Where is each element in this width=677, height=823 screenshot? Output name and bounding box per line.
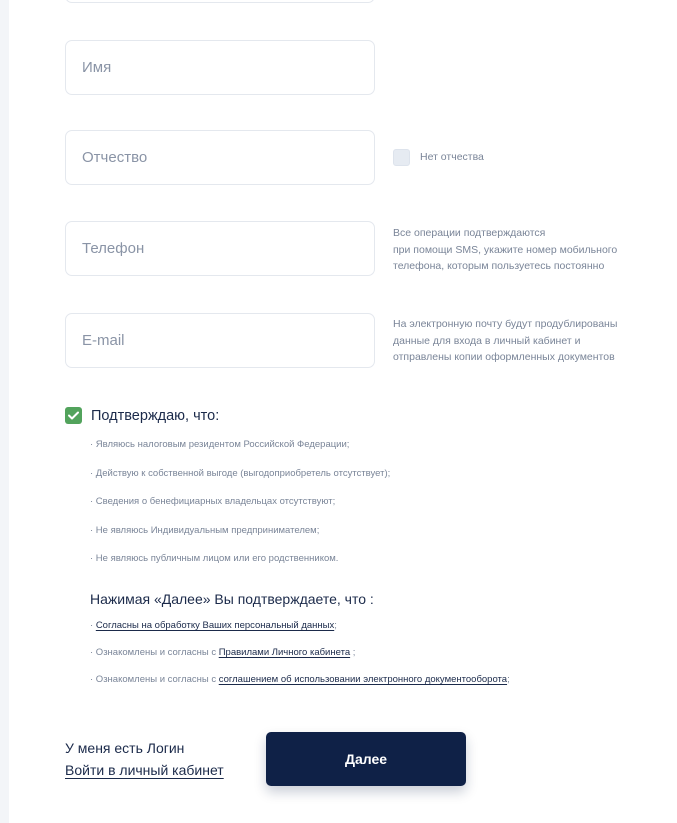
agreement-suffix: ; bbox=[334, 620, 337, 631]
no-middle-name-option[interactable] bbox=[393, 148, 484, 166]
agreement-prefix: · Ознакомлены и согласны с bbox=[90, 674, 219, 685]
list-item: · Сведения о бенефициарных владельцах отсутствуют; bbox=[90, 496, 336, 507]
list-item: · Действую к собственной выгоде (выгодоприобретель отсутствует); bbox=[90, 467, 391, 479]
agreement-list bbox=[90, 617, 510, 698]
previous-field-bottom-edge[interactable] bbox=[65, 0, 375, 3]
next-button[interactable]: Далее bbox=[266, 732, 466, 786]
list-item bbox=[90, 617, 510, 644]
checkmark-icon bbox=[68, 411, 79, 420]
phone-hint-line: при помощи SMS, укажите номер мобильного bbox=[393, 243, 618, 256]
email-hint bbox=[393, 316, 643, 366]
middle-name-input[interactable] bbox=[65, 130, 375, 185]
agreement-title: Нажимая «Далее» Вы подтверждаете, что : bbox=[90, 591, 374, 607]
list-item: · Являюсь налоговым резидентом Российской Федерации; bbox=[90, 439, 350, 450]
edm-agreement-link[interactable]: соглашением об использовании электронного документооборота bbox=[218, 674, 508, 685]
left-edge-shadow bbox=[0, 0, 9, 823]
list-item: · Не являюсь Индивидуальным предпринимателем; bbox=[90, 524, 320, 536]
phone-input[interactable] bbox=[65, 221, 375, 276]
agreement-suffix: ; bbox=[350, 647, 356, 658]
phone-hint-line: Все операции подтверждаются bbox=[393, 227, 546, 239]
phone-hint-line: телефона, которым пользуетесь постоянно bbox=[393, 260, 605, 272]
agreement-prefix: · bbox=[90, 620, 96, 631]
list-item: · Не являюсь публичным лицом или его родственником. bbox=[90, 553, 339, 564]
login-link[interactable]: Войти в личный кабинет bbox=[65, 762, 224, 778]
confirm-list bbox=[90, 436, 390, 579]
list-item bbox=[90, 644, 510, 671]
cabinet-rules-link[interactable]: Правилами Личного кабинета bbox=[218, 647, 351, 658]
no-middle-name-checkbox[interactable] bbox=[393, 149, 410, 166]
email-hint-line: На электронную почту будут продублированы bbox=[393, 318, 618, 330]
confirm-checkbox[interactable] bbox=[65, 407, 82, 424]
agreement-prefix: · Ознакомлены и согласны с bbox=[90, 647, 219, 658]
list-item bbox=[90, 671, 510, 698]
first-name-input[interactable] bbox=[65, 40, 375, 95]
confirm-title: Подтверждаю, что: bbox=[91, 407, 220, 424]
confirm-option[interactable] bbox=[65, 407, 219, 424]
personal-data-consent-link[interactable]: Согласны на обработку Ваших персональный данных bbox=[95, 620, 335, 631]
phone-hint bbox=[393, 225, 643, 275]
email-hint-line: отправлены копии оформленных документов bbox=[393, 351, 615, 363]
agreement-suffix: ; bbox=[507, 674, 510, 685]
email-hint-line: данные для входа в личный кабинет и bbox=[393, 334, 581, 347]
login-label: У меня есть Логин bbox=[65, 740, 185, 756]
email-input[interactable] bbox=[65, 313, 375, 368]
no-middle-name-label: Нет отчества bbox=[420, 151, 484, 163]
